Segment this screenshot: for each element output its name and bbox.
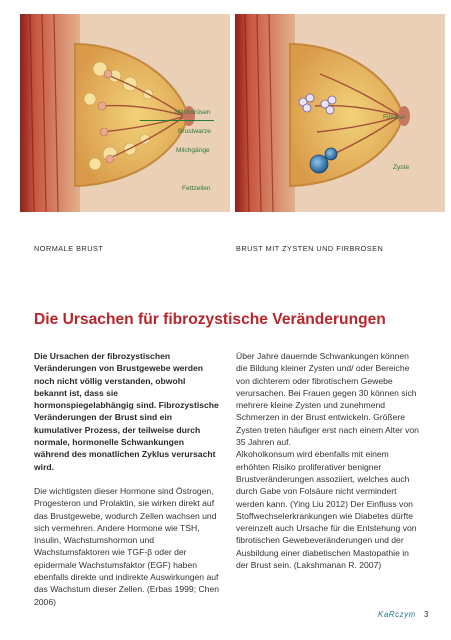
label-brustwarze: Brustwarze (178, 128, 211, 135)
leader-line (140, 120, 214, 121)
body-paragraph: Die wichtigsten dieser Hormone sind Östrogen, Progesteron und Prolaktin, sie wirken direkt auf das Brustgewebe, wodurch Zellen wachsen und sich vermehren. Andere Hormone wie TSH, Insulin, Wachstumshormon und Wachstumsfaktoren wie TGF-β oder der epidermale Wachstumsfaktor (EGF) haben ebenfalls direkte und indirekte Auswirkungen auf das Wachstum dieser Zellen. (Erbas 1999; Chen 2006) (34, 485, 220, 607)
label-milchgaenge: Milchgänge (176, 147, 210, 154)
label-milchdruesen: Milchdrüsen (175, 109, 211, 116)
fibrocystic-breast-illustration (235, 14, 445, 212)
caption-breast-with-cysts: BRUST MIT ZYSTEN UND FIRBROSEN (236, 244, 384, 253)
left-text-column (34, 350, 220, 608)
paragraph-alkoholkonsum: Alkoholkonsum wird ebenfalls mit einem erhöhten Risiko proliferativer benigner Brustveränderungen assoziiert, welches auch durch Gabe von Folsäure nicht vermindert werden kann. (Ying Liu 2012) Der Einfluss von Stoffwechselerkrankungen wie Diabetes dürfte vereinzelt auch Ursache für die Entstehung von fibrotischen Gewebeveränderungen und der Ausbildung einer diabetischen Mastopathie in der Brust sein. (Lakshmanan R. 2007) (236, 449, 417, 571)
label-zyste: Zyste (393, 164, 410, 171)
paragraph-schwankungen: Über Jahre dauernde Schwankungen können die Bildung kleiner Zysten und/ oder Bereiche von dichterem oder fibrotischem Gewebe verursachen. Bei Frauen gegen 30 können sich mehrere kleine Zysten und zunehmend Schmerzen in der Brust entwickeln. Größere Zysten treten häufiger erst nach einem Alter von 35 Jahren auf. (236, 351, 419, 448)
page-number: 3 (424, 610, 429, 619)
brand-logo: KaRczym (378, 610, 416, 619)
label-fettzellen: Fettzellen (182, 185, 211, 192)
intro-paragraph: Die Ursachen der fibrozystischen Veränderungen von Brustgewebe werden noch nicht völlig verstanden, obwohl bekannt ist, dass sie hormonspiegelabhängig sind. Fibrozystische Veränderungen der Brust sind ein kumulativer Prozess, der teilweise durch normale, hormonelle Schwankungen während des monatlichen Zyklus verursacht wird. (34, 351, 219, 472)
label-fibrose: Fibrose (383, 114, 405, 121)
right-text-column (236, 350, 422, 571)
caption-normal-breast: NORMALE BRUST (34, 244, 104, 253)
section-heading: Die Ursachen für fibrozystische Veränderungen (34, 311, 386, 328)
